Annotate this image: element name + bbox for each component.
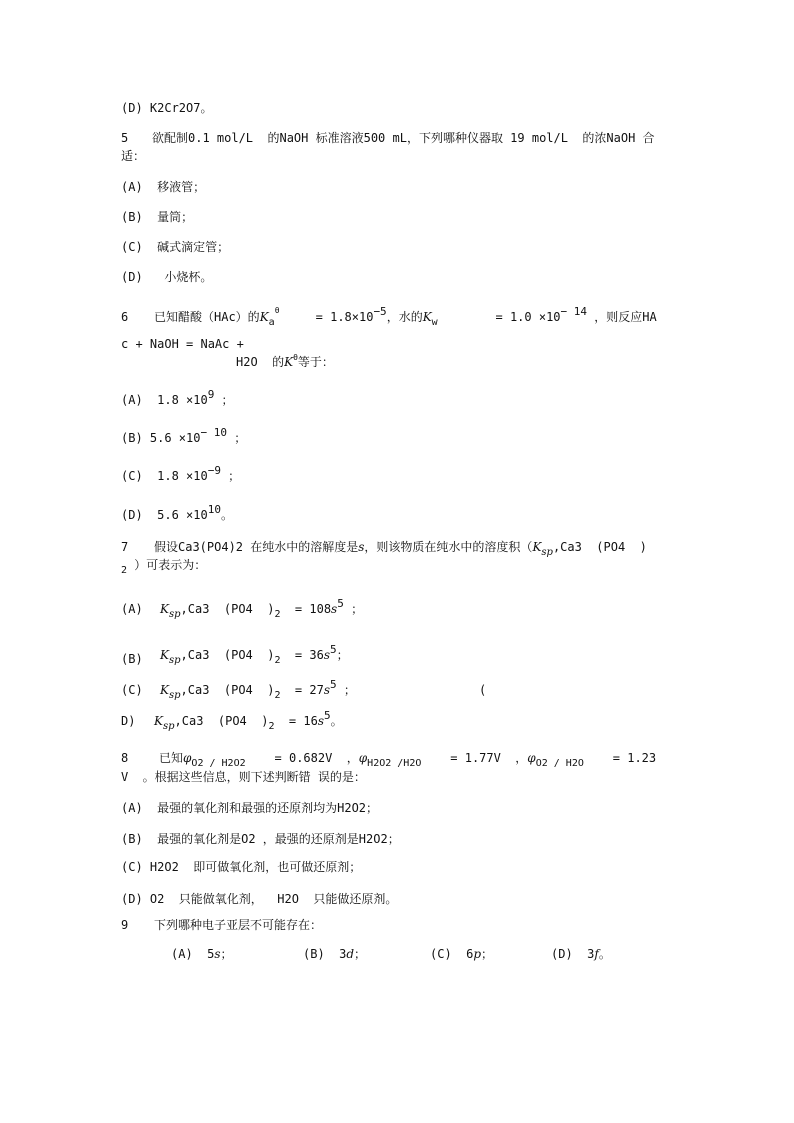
q7-option-b: $K_{sp},Ca3$ (PO4 )$_2 = 36s5$； bbox=[160, 643, 349, 666]
q4-option-d: (D) K2Cr2O7。 bbox=[121, 101, 213, 115]
q8-option-b: (B) 最强的氧化剂是O2 ，最强的还原剂是H2O2； bbox=[121, 832, 400, 846]
q6-line2: c + NaOH = NaAc + bbox=[121, 337, 244, 351]
q6-option-c: (C) 1.8 ×10−9 ； bbox=[121, 464, 241, 483]
q9-option-c: (C) 6p； bbox=[430, 947, 494, 961]
q7-stray-paren: ( bbox=[479, 683, 487, 697]
q5-option-c: (C) 碱式滴定管； bbox=[121, 240, 230, 254]
q7-stem: 假设Ca3(PO4)2 在纯水中的溶解度是s，则该物质在纯水中的溶度积（$K_{sp},Ca3$ (PO4 ) bbox=[154, 540, 647, 558]
q8-number: 8 bbox=[121, 751, 129, 765]
q7-number: 7 bbox=[121, 540, 129, 554]
q7-stem-line2: $_2$ ）可表示为： bbox=[121, 558, 207, 576]
q9-number: 9 bbox=[121, 918, 129, 932]
q8-option-d: (D) O2 只能做氧化剂， H2O 只能做还原剂。 bbox=[121, 892, 398, 906]
q5-option-a: (A) 移液管； bbox=[121, 180, 206, 194]
q8-stem: 已知$\varphi_{O2 / H2O2}$ = 0.682V ，$\varphi_{H2O2 /H2O}$ = 1.77V ，$\varphi_{O2 / H2O}$ = 1.23 bbox=[159, 751, 657, 769]
q7-option-b-label: (B) bbox=[121, 652, 143, 666]
q7-option-a-label: (A) bbox=[121, 602, 143, 616]
q6-line3: H2O 的$K^\theta$等于： bbox=[236, 353, 334, 369]
q8-line2: V 。根据这些信息，则下述判断错 误的是： bbox=[121, 770, 366, 784]
q9-option-b: (B) 3d； bbox=[303, 947, 367, 961]
q7-option-c: $K_{sp},Ca3$ (PO4 )$_2 = 27s5$ ； bbox=[160, 678, 356, 701]
q9-option-d: (D) 3f。 bbox=[551, 947, 611, 961]
q6-option-a: (A) 1.8 ×109 ； bbox=[121, 388, 234, 407]
q9-option-a: (A) 5s； bbox=[171, 947, 233, 961]
q6-number: 6 bbox=[121, 310, 129, 324]
q7-option-c-label: (C) bbox=[121, 683, 143, 697]
q5-stem-line2: 适： bbox=[121, 149, 146, 163]
q7-option-d: $K_{sp},Ca3$ (PO4 )$_2 = 16s5$。 bbox=[154, 709, 343, 732]
q8-option-a: (A) 最强的氧化剂和最强的还原剂均为H2O2； bbox=[121, 801, 379, 815]
q5-option-d: (D) 小烧杯。 bbox=[121, 270, 213, 284]
q7-option-d-label: D) bbox=[121, 714, 136, 728]
q9-stem: 下列哪种电子亚层不可能存在： bbox=[154, 918, 323, 932]
q5-option-b: (B) 量筒； bbox=[121, 210, 194, 224]
q6-option-d: (D) 5.6 ×1010。 bbox=[121, 503, 233, 522]
q8-option-c: (C) H2O2 即可做氧化剂，也可做还原剂； bbox=[121, 860, 362, 874]
q5-number: 5 bbox=[121, 131, 129, 145]
q6-stem: 已知醋酸（HAc）的$K_a^\theta$ = 1.8×10−5，水的$K_w$ = 1.0 ×10− 14 ，则反应HA bbox=[154, 305, 657, 328]
q5-stem-line1: 欲配制0.1 mol/L 的NaOH 标准溶液500 mL，下列哪种仪器取 19 mol/L 的浓NaOH 合 bbox=[152, 131, 655, 145]
q7-option-a: $K_{sp},Ca3$ (PO4 )$_2 = 108s5$ ； bbox=[160, 597, 364, 620]
q6-option-b: (B) 5.6 ×10− 10 ； bbox=[121, 426, 247, 445]
